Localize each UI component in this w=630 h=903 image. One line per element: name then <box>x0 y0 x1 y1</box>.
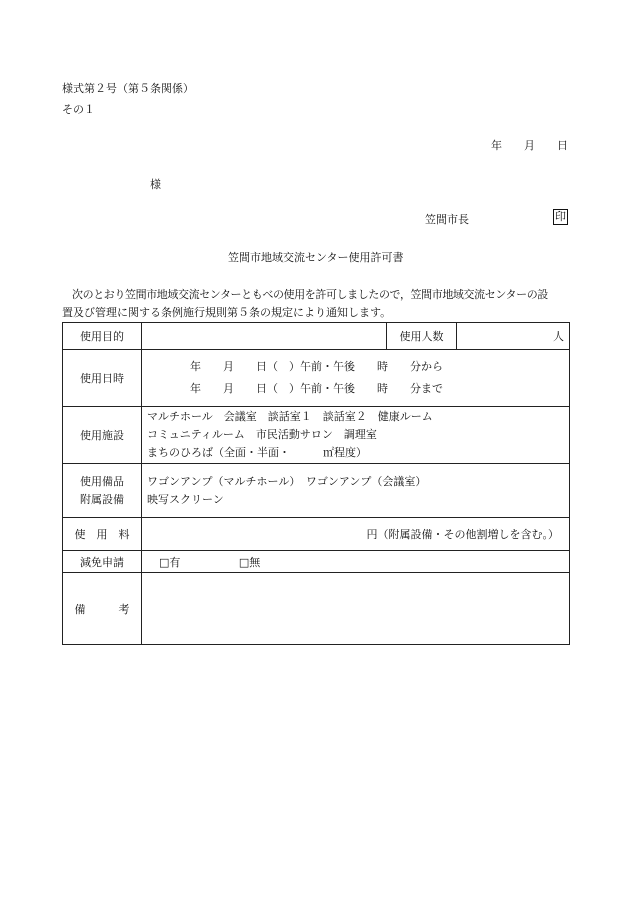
equipment-value[interactable] <box>142 464 570 518</box>
reduction-value <box>142 551 570 573</box>
row-equipment <box>63 464 570 518</box>
issuer-name: 笠間市長 <box>425 213 469 226</box>
remarks-label: 備 考 <box>63 573 142 645</box>
reduction-yes-checkbox[interactable]: □有 <box>159 555 181 569</box>
fee-label: 使 用 料 <box>63 518 142 551</box>
reduction-no-checkbox[interactable]: □無 <box>238 555 261 569</box>
row-purpose <box>63 323 570 350</box>
reduction-label: 減免申請 <box>63 551 142 573</box>
equipment-label-2: 附属設備 <box>80 492 124 506</box>
seal-text: 印 <box>555 210 566 223</box>
row-reduction <box>63 551 570 573</box>
remarks-value[interactable] <box>142 573 570 645</box>
facility-line-3: まちのひろば（全面・半面・ ㎡程度） <box>147 446 367 459</box>
purpose-value[interactable] <box>142 323 387 350</box>
body-text-line-2: 置及び管理に関する条例施行規則第５条の規定により通知します。 <box>62 306 392 319</box>
form-number: 様式第２号（第５条関係） <box>62 82 194 95</box>
facility-value[interactable] <box>142 407 570 464</box>
datetime-value[interactable] <box>142 350 570 407</box>
body-text-line-1: 次のとおり笠間市地域交流センターともべの使用を許可しましたので，笠間市地域交流センターの設 <box>72 288 548 301</box>
equipment-line-2: 映写スクリーン <box>147 492 224 506</box>
facility-line-2: コミュニティルーム 市民活動サロン 調理室 <box>147 428 377 441</box>
document-title: 笠間市地域交流センター使用許可書 <box>228 251 404 264</box>
datetime-from: 年 月 日（ ）午前・午後 時 分から <box>190 360 443 373</box>
people-unit: 人 <box>553 330 564 343</box>
datetime-to: 年 月 日（ ）午前・午後 時 分まで <box>190 382 443 395</box>
fee-value[interactable] <box>142 518 570 551</box>
row-fee <box>63 518 570 551</box>
sub-number: その１ <box>62 103 95 116</box>
row-datetime <box>63 350 570 407</box>
equipment-label <box>63 464 142 518</box>
date-line: 年 月 日 <box>491 139 568 152</box>
addressee-suffix: 様 <box>150 178 161 191</box>
row-remarks <box>63 573 570 645</box>
fee-text: 円（附属設備・その他割増しを含む。） <box>366 528 559 541</box>
facility-label: 使用施設 <box>63 407 142 464</box>
purpose-label: 使用目的 <box>63 323 142 350</box>
people-value[interactable] <box>457 323 570 350</box>
seal-mark <box>553 209 568 225</box>
datetime-label: 使用日時 <box>63 350 142 407</box>
equipment-line-1: ワゴンアンプ（マルチホール） ワゴンアンプ（会議室） <box>147 474 427 488</box>
facility-line-1: マルチホール 会議室 談話室１ 談話室２ 健康ルーム <box>147 410 433 423</box>
equipment-label-1: 使用備品 <box>80 474 124 488</box>
people-label: 使用人数 <box>387 323 457 350</box>
permit-form-table <box>62 322 570 645</box>
row-facility <box>63 407 570 464</box>
